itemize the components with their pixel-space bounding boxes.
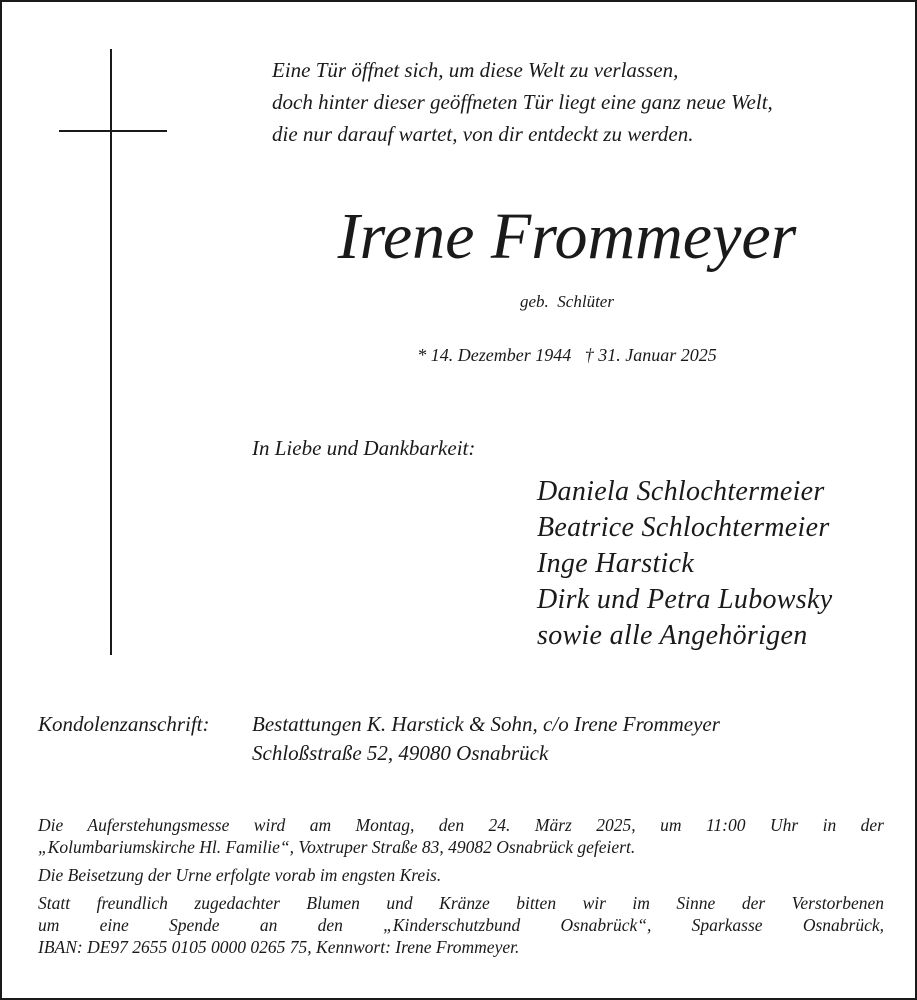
cross-vertical-beam — [110, 49, 112, 655]
mourner-name: sowie alle Angehörigen — [537, 620, 808, 651]
mourners-list — [537, 474, 832, 654]
deceased-name: Irene Frommeyer — [337, 200, 797, 273]
donation-notice-line: Statt freundlich zugedachter Blumen und Kränze bitten wir im Sinne der Verstorbenen — [38, 893, 884, 913]
service-notes — [38, 814, 884, 964]
donation-notice — [38, 892, 884, 958]
quote-block — [272, 54, 892, 150]
mourning-intro: In Liebe und Dankbarkeit: — [252, 436, 476, 460]
donation-notice-line: IBAN: DE97 2655 0105 0000 0265 75, Kennwort: Irene Frommeyer. — [38, 937, 520, 957]
quote-line: doch hinter dieser geöffneten Tür liegt eine ganz neue Welt, — [272, 90, 773, 114]
mourner-name: Daniela Schlochtermeier — [537, 476, 825, 507]
condolence-address — [252, 710, 720, 768]
mourner-name: Inge Harstick — [537, 548, 695, 579]
mass-notice-line: „Kolumbariumskirche Hl. Familie“, Voxtruper Straße 83, 49082 Osnabrück gefeiert. — [38, 837, 636, 857]
condolence-address-line: Schloßstraße 52, 49080 Osnabrück — [252, 741, 549, 765]
mourner-name: Dirk und Petra Lubowsky — [537, 584, 833, 615]
life-dates: * 14. Dezember 1944 † 31. Januar 2025 — [417, 345, 717, 365]
mass-notice — [38, 814, 884, 858]
cross-horizontal-beam — [59, 130, 167, 132]
donation-notice-line: um eine Spende an den „Kinderschutzbund Osnabrück“, Sparkasse Osnabrück, — [38, 915, 884, 935]
mourner-name: Beatrice Schlochtermeier — [537, 512, 830, 543]
maiden-name: geb. Schlüter — [520, 292, 614, 311]
quote-line: die nur darauf wartet, von dir entdeckt zu werden. — [272, 122, 694, 146]
condolence-label: Kondolenzanschrift: — [38, 712, 210, 736]
condolence-address-line: Bestattungen K. Harstick & Sohn, c/o Irene Frommeyer — [252, 712, 720, 736]
mass-notice-line: Die Auferstehungsmesse wird am Montag, den 24. März 2025, um 11:00 Uhr in der — [38, 815, 884, 835]
quote-line: Eine Tür öffnet sich, um diese Welt zu verlassen, — [272, 58, 679, 82]
burial-notice: Die Beisetzung der Urne erfolgte vorab im engsten Kreis. — [38, 865, 442, 885]
